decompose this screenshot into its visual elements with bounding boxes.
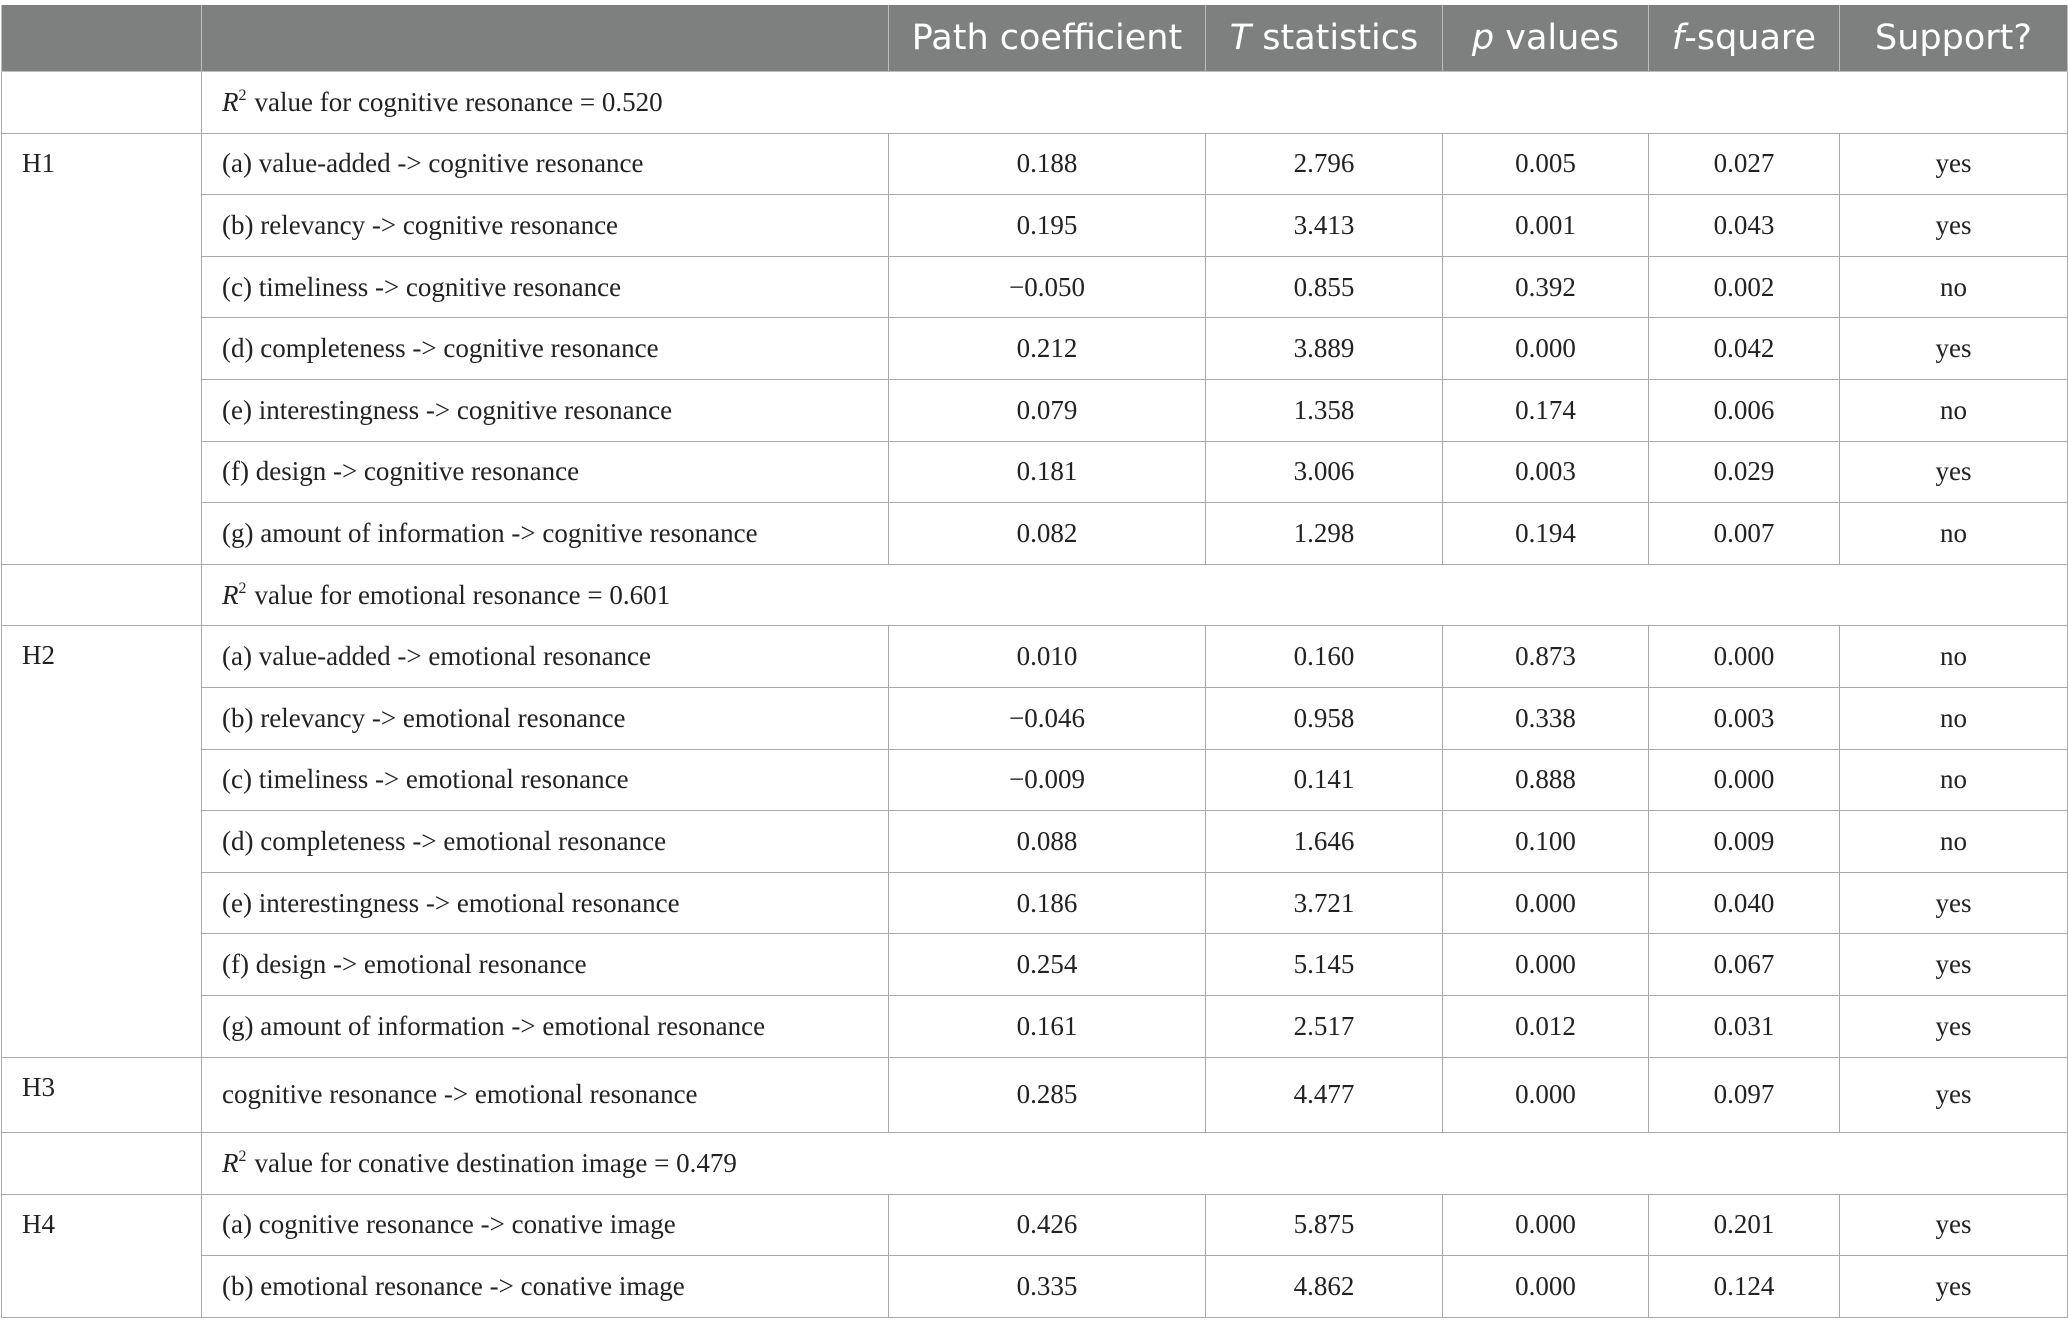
support-cell: yes	[1840, 318, 2068, 380]
path-cell: (a) value-added -> cognitive resonance	[202, 133, 889, 195]
r2-value	[202, 72, 2068, 134]
p-value-cell: 0.100	[1443, 811, 1649, 873]
support-cell: no	[1840, 811, 2068, 873]
f-square-cell: 0.029	[1649, 441, 1840, 503]
path-coefficient-cell: 0.082	[889, 503, 1206, 565]
r2-label: value for emotional resonance = 0.601	[254, 579, 671, 610]
support-cell: no	[1840, 256, 2068, 318]
path-coefficient-cell: 0.079	[889, 379, 1206, 441]
f-square-cell: 0.097	[1649, 1057, 1840, 1133]
t-statistics-cell: 0.958	[1206, 687, 1443, 749]
f-square-cell: 0.201	[1649, 1194, 1840, 1256]
t-statistics-cell: 2.517	[1206, 995, 1443, 1057]
r2-symbol: R	[222, 86, 239, 117]
f-square-cell: 0.003	[1649, 687, 1840, 749]
table-row	[2, 318, 2068, 380]
path-cell: (d) completeness -> cognitive resonance	[202, 318, 889, 380]
p-value-cell: 0.000	[1443, 934, 1649, 996]
r2-superscript: 2	[238, 579, 247, 597]
table-row	[2, 133, 2068, 195]
path-cell: (d) completeness -> emotional resonance	[202, 811, 889, 873]
support-cell: yes	[1840, 995, 2068, 1057]
empty-cell	[2, 72, 202, 134]
results-table	[1, 5, 2068, 1318]
r2-superscript: 2	[238, 1147, 247, 1165]
p-value-cell: 0.873	[1443, 626, 1649, 688]
path-coefficient-cell: 0.186	[889, 872, 1206, 934]
table-row	[2, 749, 2068, 811]
path-cell: (a) value-added -> emotional resonance	[202, 626, 889, 688]
path-cell: (c) timeliness -> emotional resonance	[202, 749, 889, 811]
t-statistics-cell: 1.298	[1206, 503, 1443, 565]
p-value-cell: 0.338	[1443, 687, 1649, 749]
p-value-cell: 0.174	[1443, 379, 1649, 441]
path-cell: (e) interestingness -> cognitive resonance	[202, 379, 889, 441]
path-coefficient-cell: 0.161	[889, 995, 1206, 1057]
t-statistics-cell: 1.358	[1206, 379, 1443, 441]
f-square-cell: 0.007	[1649, 503, 1840, 565]
header-t-statistics: T statistics	[1206, 5, 1443, 72]
path-cell: (g) amount of information -> cognitive resonance	[202, 503, 889, 565]
path-coefficient-cell: 0.285	[889, 1057, 1206, 1133]
p-value-cell: 0.000	[1443, 1194, 1649, 1256]
p-value-cell: 0.000	[1443, 1256, 1649, 1318]
r2-symbol: R	[222, 579, 239, 610]
t-statistics-cell: 0.855	[1206, 256, 1443, 318]
table-row	[2, 379, 2068, 441]
header-support: Support?	[1840, 5, 2068, 72]
support-cell: yes	[1840, 1057, 2068, 1133]
table-row	[2, 503, 2068, 565]
path-cell: cognitive resonance -> emotional resonance	[202, 1057, 889, 1133]
t-statistics-cell: 0.141	[1206, 749, 1443, 811]
p-value-cell: 0.888	[1443, 749, 1649, 811]
table-row	[2, 1194, 2068, 1256]
path-coefficient-cell: 0.010	[889, 626, 1206, 688]
table-row	[2, 811, 2068, 873]
p-value-cell: 0.392	[1443, 256, 1649, 318]
table-row	[2, 1256, 2068, 1318]
empty-cell	[2, 564, 202, 626]
r2-value	[202, 1133, 2068, 1195]
path-coefficient-cell: 0.254	[889, 934, 1206, 996]
header-hypothesis	[2, 5, 202, 72]
support-cell: no	[1840, 379, 2068, 441]
support-cell: yes	[1840, 1194, 2068, 1256]
p-value-cell: 0.003	[1443, 441, 1649, 503]
path-cell: (e) interestingness -> emotional resonance	[202, 872, 889, 934]
table-row	[2, 687, 2068, 749]
support-cell: no	[1840, 503, 2068, 565]
header-p-values: p values	[1443, 5, 1649, 72]
table-row	[2, 995, 2068, 1057]
support-cell: yes	[1840, 133, 2068, 195]
r2-superscript: 2	[238, 86, 247, 104]
t-statistics-cell: 4.477	[1206, 1057, 1443, 1133]
t-statistics-cell: 5.145	[1206, 934, 1443, 996]
t-statistics-cell: 3.889	[1206, 318, 1443, 380]
path-coefficient-cell: −0.050	[889, 256, 1206, 318]
f-square-cell: 0.042	[1649, 318, 1840, 380]
path-coefficient-cell: 0.212	[889, 318, 1206, 380]
r2-label: value for cognitive resonance = 0.520	[254, 86, 663, 117]
f-square-cell: 0.031	[1649, 995, 1840, 1057]
t-statistics-cell: 5.875	[1206, 1194, 1443, 1256]
table-row	[2, 872, 2068, 934]
header-path-coefficient: Path coefficient	[889, 5, 1206, 72]
path-coefficient-cell: −0.046	[889, 687, 1206, 749]
f-square-cell: 0.043	[1649, 195, 1840, 257]
path-cell: (b) emotional resonance -> conative image	[202, 1256, 889, 1318]
path-coefficient-cell: 0.426	[889, 1194, 1206, 1256]
path-cell: (f) design -> cognitive resonance	[202, 441, 889, 503]
t-statistics-cell: 1.646	[1206, 811, 1443, 873]
hypothesis-label: H2	[2, 626, 202, 1057]
t-statistics-cell: 0.160	[1206, 626, 1443, 688]
hypothesis-label: H4	[2, 1194, 202, 1317]
p-value-cell: 0.000	[1443, 318, 1649, 380]
p-value-cell: 0.012	[1443, 995, 1649, 1057]
table-row	[2, 441, 2068, 503]
f-square-cell: 0.009	[1649, 811, 1840, 873]
path-coefficient-cell: 0.195	[889, 195, 1206, 257]
p-value-cell: 0.000	[1443, 1057, 1649, 1133]
support-cell: yes	[1840, 195, 2068, 257]
f-square-cell: 0.040	[1649, 872, 1840, 934]
p-value-cell: 0.000	[1443, 872, 1649, 934]
f-square-cell: 0.124	[1649, 1256, 1840, 1318]
path-coefficient-cell: 0.188	[889, 133, 1206, 195]
p-value-cell: 0.005	[1443, 133, 1649, 195]
r2-symbol: R	[222, 1147, 239, 1178]
t-statistics-cell: 3.006	[1206, 441, 1443, 503]
p-value-cell: 0.194	[1443, 503, 1649, 565]
f-square-cell: 0.027	[1649, 133, 1840, 195]
table-row	[2, 626, 2068, 688]
table-row	[2, 1057, 2068, 1133]
path-cell: (g) amount of information -> emotional resonance	[202, 995, 889, 1057]
path-coefficient-cell: 0.181	[889, 441, 1206, 503]
path-coefficient-cell: −0.009	[889, 749, 1206, 811]
f-square-cell: 0.067	[1649, 934, 1840, 996]
f-square-cell: 0.000	[1649, 749, 1840, 811]
header-row	[2, 5, 2068, 72]
t-statistics-cell: 4.862	[1206, 1256, 1443, 1318]
path-cell: (f) design -> emotional resonance	[202, 934, 889, 996]
f-square-cell: 0.000	[1649, 626, 1840, 688]
path-coefficient-cell: 0.088	[889, 811, 1206, 873]
path-cell: (b) relevancy -> emotional resonance	[202, 687, 889, 749]
empty-cell	[2, 1133, 202, 1195]
path-cell: (a) cognitive resonance -> conative image	[202, 1194, 889, 1256]
table-row	[2, 934, 2068, 996]
r2-row	[2, 72, 2068, 134]
t-statistics-cell: 3.413	[1206, 195, 1443, 257]
hypothesis-label: H1	[2, 133, 202, 564]
table-row	[2, 256, 2068, 318]
table-body	[2, 72, 2068, 1318]
header-f-square: f-square	[1649, 5, 1840, 72]
f-square-cell: 0.002	[1649, 256, 1840, 318]
path-coefficient-cell: 0.335	[889, 1256, 1206, 1318]
support-cell: yes	[1840, 872, 2068, 934]
p-value-cell: 0.001	[1443, 195, 1649, 257]
support-cell: yes	[1840, 934, 2068, 996]
hypothesis-label: H3	[2, 1057, 202, 1133]
support-cell: no	[1840, 626, 2068, 688]
r2-value	[202, 564, 2068, 626]
r2-row	[2, 1133, 2068, 1195]
support-cell: yes	[1840, 1256, 2068, 1318]
support-cell: yes	[1840, 441, 2068, 503]
t-statistics-cell: 3.721	[1206, 872, 1443, 934]
path-cell: (b) relevancy -> cognitive resonance	[202, 195, 889, 257]
table-row	[2, 195, 2068, 257]
path-cell: (c) timeliness -> cognitive resonance	[202, 256, 889, 318]
r2-label: value for conative destination image = 0.479	[254, 1147, 737, 1178]
support-cell: no	[1840, 749, 2068, 811]
r2-row	[2, 564, 2068, 626]
f-square-cell: 0.006	[1649, 379, 1840, 441]
t-statistics-cell: 2.796	[1206, 133, 1443, 195]
support-cell: no	[1840, 687, 2068, 749]
header-path	[202, 5, 889, 72]
